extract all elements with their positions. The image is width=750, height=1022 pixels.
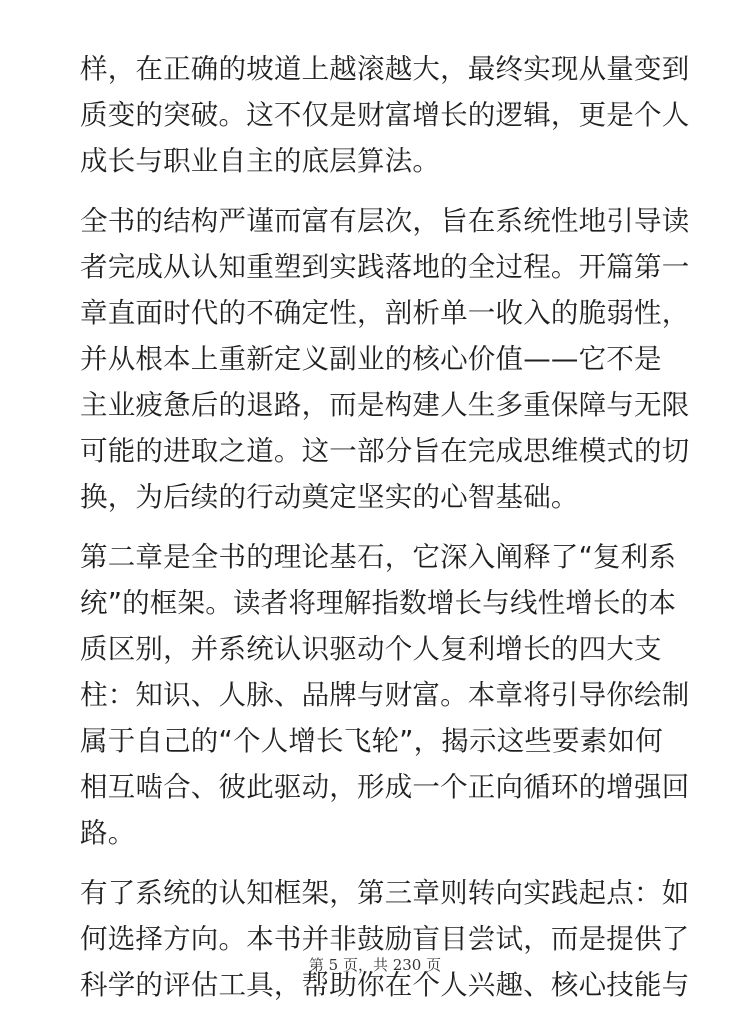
text-line: 路。 [80, 817, 136, 849]
paragraph-3 [80, 534, 690, 856]
text-line: 并从根本上重新定义副业的核心价值——它不是 [80, 343, 662, 375]
text-line: 属于自己的“个人增长飞轮”，揭示这些要素如何 [80, 725, 663, 757]
paragraph-4 [80, 870, 690, 1008]
text-line: 全书的结构严谨而富有层次，旨在系统性地引导读 [80, 205, 690, 237]
paragraph-2 [80, 198, 690, 520]
text-line: 换，为后续的行动奠定坚实的心智基础。 [80, 481, 579, 513]
text-line: 科学的评估工具，帮助你在个人兴趣、核心技能与 [80, 969, 690, 1001]
text-line: 章直面时代的不确定性，剖析单一收入的脆弱性， [80, 297, 690, 329]
text-line: 柱：知识、人脉、品牌与财富。本章将引导你绘制 [80, 679, 690, 711]
paragraph-1 [80, 46, 690, 184]
text-line: 质变的突破。这不仅是财富增长的逻辑，更是个人 [80, 99, 690, 131]
text-line: 者完成从认知重塑到实践落地的全过程。开篇第一 [80, 251, 690, 283]
text-line: 相互啮合、彼此驱动，形成一个正向循环的增强回 [80, 771, 690, 803]
text-line: 成长与职业自主的底层算法。 [80, 145, 441, 177]
text-line: 第二章是全书的理论基石，它深入阐释了“复利系 [80, 541, 677, 573]
text-line: 质区别，并系统认识驱动个人复利增长的四大支 [80, 633, 662, 665]
text-line: 主业疲惫后的退路，而是构建人生多重保障与无限 [80, 389, 690, 421]
text-line: 可能的进取之道。这一部分旨在完成思维模式的切 [80, 435, 690, 467]
text-line: 何选择方向。本书并非鼓励盲目尝试，而是提供了 [80, 923, 690, 955]
page-number-footer: 第 5 页，共 230 页 [308, 956, 442, 974]
document-body [80, 46, 690, 1022]
text-line: 有了系统的认知框架，第三章则转向实践起点：如 [80, 877, 690, 909]
text-line: 样，在正确的坡道上越滚越大，最终实现从量变到 [80, 53, 690, 85]
text-line: 统”的框架。读者将理解指数增长与线性增长的本 [80, 587, 677, 619]
